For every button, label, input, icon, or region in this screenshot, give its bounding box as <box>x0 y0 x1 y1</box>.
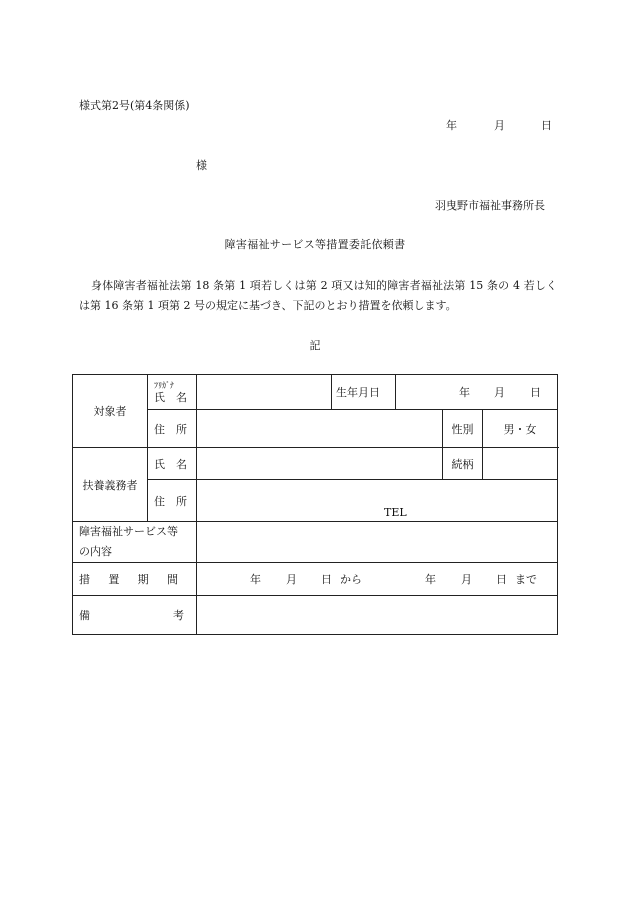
furigana-label: ﾌﾘｶﾞﾅ <box>154 380 174 390</box>
period-char-4: 間 <box>166 573 178 586</box>
from-kara: から <box>340 573 362 586</box>
period-char-3: 期 <box>137 573 149 586</box>
date-day: 日 <box>541 119 552 132</box>
request-form-table <box>72 374 558 635</box>
guardian-address-label: 住 所 <box>148 480 197 522</box>
tel-label: TEL <box>384 506 407 519</box>
sex-label: 性別 <box>443 410 483 448</box>
from-month: 月 <box>286 573 297 586</box>
date-year: 年 <box>446 119 457 132</box>
form-number: 様式第2号(第4条関係) <box>79 99 190 112</box>
name-label: 氏 名 <box>154 390 187 404</box>
guardian-name-field[interactable] <box>197 448 443 480</box>
body-text: 身体障害者福祉法第 18 条第 1 項若しくは第 2 項又は知的障害者福祉法第 15 条の 4 若しくは第 16 条第 1 項第 2 号の規定に基づき、下記のとおり措置を依頼します。 <box>79 279 557 312</box>
service-label-line2: の内容 <box>79 545 112 558</box>
relation-label: 続柄 <box>443 448 483 480</box>
name-label-cell <box>148 375 197 410</box>
remarks-char-2: 考 <box>173 609 184 622</box>
to-month: 月 <box>461 573 472 586</box>
guardian-address-field[interactable] <box>197 480 558 522</box>
period-char-1: 措 <box>79 573 90 586</box>
to-year: 年 <box>425 573 436 586</box>
service-field[interactable] <box>197 522 558 563</box>
date-month: 月 <box>494 119 505 132</box>
relation-field[interactable] <box>483 448 558 480</box>
service-label <box>73 522 197 563</box>
service-label-line1: 障害福祉サービス等 <box>79 525 178 538</box>
period-char-2: 置 <box>108 573 120 586</box>
birth-day: 日 <box>530 386 541 399</box>
birthdate-label: 生年月日 <box>332 375 396 410</box>
remarks-label <box>73 596 197 635</box>
ki-label: 記 <box>309 339 321 352</box>
address-label: 住 所 <box>148 410 197 448</box>
period-field[interactable] <box>197 563 558 596</box>
remarks-char-1: 備 <box>79 609 90 622</box>
document-title: 障害福祉サービス等措置委託依頼書 <box>224 238 406 251</box>
birth-year: 年 <box>459 386 470 399</box>
from-day: 日 <box>321 573 332 586</box>
sex-options[interactable]: 男・女 <box>483 410 558 448</box>
to-day: 日 <box>496 573 507 586</box>
issuer: 羽曳野市福祉事務所長 <box>435 199 545 212</box>
birthdate-field[interactable] <box>396 375 558 410</box>
guardian-name-label: 氏 名 <box>148 448 197 480</box>
subject-name-field[interactable] <box>197 375 332 410</box>
birth-month: 月 <box>494 386 505 399</box>
remarks-field[interactable] <box>197 596 558 635</box>
subject-address-field[interactable] <box>197 410 443 448</box>
from-year: 年 <box>250 573 261 586</box>
guardian-label: 扶養義務者 <box>73 448 148 522</box>
addressee: 様 <box>196 159 207 172</box>
period-label <box>73 563 197 596</box>
subject-label: 対象者 <box>73 375 148 448</box>
to-made: まで <box>515 573 537 586</box>
